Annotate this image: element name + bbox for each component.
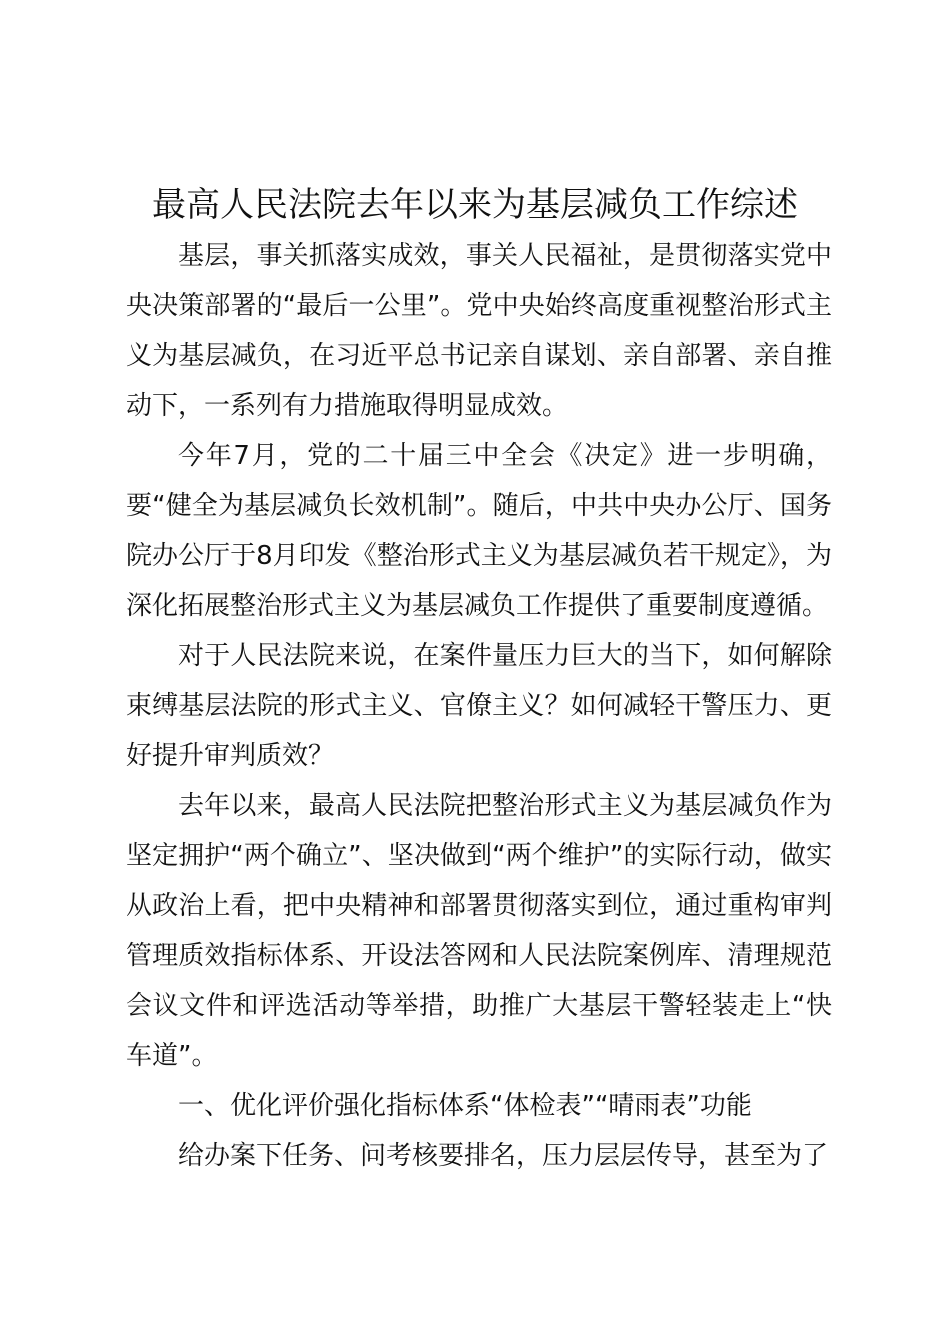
- paragraph-intro: 基层，事关抓落实成效，事关人民福祉，是贯彻落实党中央决策部署的“最后一公里”。党中央始终高度重视整治形式主义为基层减负，在习近平总书记亲自谋划、亲自部署、亲自推动下，一系列有力措施取得明显成效。: [126, 241, 832, 421]
- paragraph-section-one-start: 给办案下任务、问考核要排名，压力层层传导，甚至为了: [178, 1141, 829, 1171]
- document-body: [126, 231, 832, 1181]
- section-heading: 一、优化评价强化指标体系“体检表”“晴雨表”功能: [178, 1091, 752, 1121]
- paragraph-court-question: 对于人民法院来说，在案件量压力巨大的当下，如何解除束缚基层法院的形式主义、官僚主义？如何减轻干警压力、更好提升审判质效？: [126, 641, 832, 771]
- paragraph-july-decision: 今年7月，党的二十届三中全会《决定》进一步明确，要“健全为基层减负长效机制”。随后，中共中央办公厅、国务院办公厅于8月印发《整治形式主义为基层减负若干规定》，为深化拓展整治形式主义为基层减负工作提供了重要制度遵循。: [126, 441, 832, 621]
- paragraph-supreme-court-actions: 去年以来，最高人民法院把整治形式主义为基层减负作为坚定拥护“两个确立”、坚决做到“两个维护”的实际行动，做实从政治上看，把中央精神和部署贯彻落实到位，通过重构审判管理质效指标体系、开设法答网和人民法院案例库、清理规范会议文件和评选活动等举措，助推广大基层干警轻装走上“快车道”。: [126, 791, 832, 1071]
- document-title: 最高人民法院去年以来为基层减负工作综述: [152, 185, 798, 225]
